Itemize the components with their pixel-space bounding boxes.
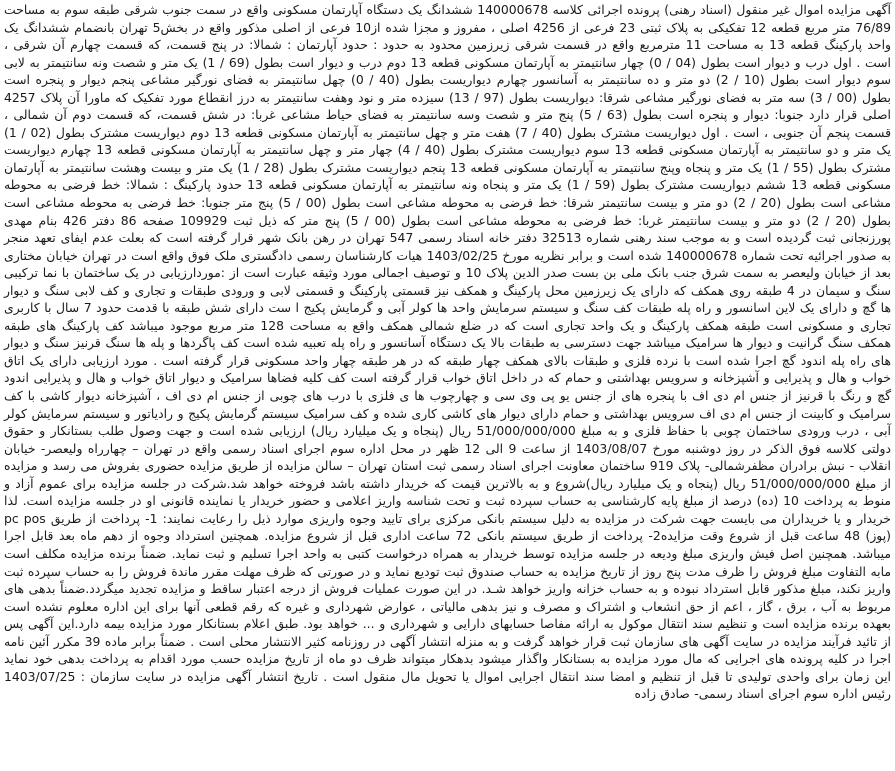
auction-notice-text: آگهی مزایده اموال غیر منقول (اسناد رهنی) پرونده اجرائی کلاسه 140000678 ششدانگ یک دستگاه آپارتمان مسکونی واقع در سمت جنوب شرقی طبقه سوم به مساحت 76/89 متر مربع قطعه 12 تفکیکی به پلاک ثبتی 23 فرعی از 4256 اصلی ، مفروز و مجزا شده از10 فرعی از اصلی مذکور واقع در بخش5 تهران بانضمام ششدانگ یک واحد پارکینگ قطعه 13 به مساحت 11 مترمربع واقع در قسمت شرقی زیرزمین محدود به حدود : حدود آپارتمان : شمالا: در پنج قسمت، که قسمت چهارم آن شرقی ، است . اول درب و دیوار است بطول (04 / 0) چهار سانتیمتر به آپارتمان مسکونی قطعه 13 دوم درب و دیوار است بطول (69 / 1) یک متر و شصت ونه سانتیمتر به لابی سوم دیوار است بطول (10 / 2) دو متر و ده سانتیمتر به آسانسور چهارم دیواریست بطول (40 / 0) چهل سانتیمتر به فضای نورگیر مشاعی پنجم دیوار و پنجره است بطول (00 / 3) سه متر به فضای نورگیر مشاعی شرقا: دیواریست بطول (97 / 13) سیزده متر و نود وهفت سانتیمتر به درز انقطاع مورد تفکیک که ماورا آن پلاک 4257 اصلی قرار دارد جنوبا: دیوار و پنجره است بطول (63 / 5) پنج متر و شصت وسه سانتیمتر به فضای حیاط مشاعی غربا: در شش قسمت، که قسمت دوم آن شمالی ، قسمت پنجم آن جنوبی ، است . اول دیواریست مشترک بطول (40 / 7) هفت متر و چهل سانتیمتر به آپارتمان مسکونی قطعه 13 دوم دیواریست مشترک بطول (02 / 1) یک متر و دو سانتیمتر به آپارتمان مسکونی قطعه 13 سوم دیواریست مشترک بطول (40 / 4) چهار متر و چهل سانتیمتر به آپارتمان مسکونی قطعه 13 چهارم دیواریست مشترک بطول (55 / 1) یک متر و پنجاه وپنج سانتیمتر به آپارتمان مسکونی قطعه 13 پنجم دیواریست مشترک بطول (28 / 1) یک متر و بیست وهشت سانتیمتر به آپارتمان مسکونی قطعه 13 ششم دیواریست مشترک بطول (59 / 1) یک متر و پنجاه ونه سانتیمتر به آپارتمان مسکونی قطعه 13 حدود پارکینگ : شمالا: خط فرضی به محوطه مشاعی است بطول (20 / 2) دو متر و بیست سانتیمتر شرقا: خط فرضی به محوطه مشاعی است بطول (00 / 5) پنج متر جنوبا: خط فرضی به محوطه مشاعی است بطول (20 / 2) دو متر و بیست سانتیمتر غربا: خط فرضی به محوطه مشاعی است بطول (00 / 5) پنج متر که ذیل ثبت 109929 صفحه 86 دفتر 426 بنام مهدی پورزنجانی ثبت گردیده است و به موجب سند رهنی شماره 32513 دفتر خانه اسناد رسمی 547 تهران در رهن بانک شهر قرار گرفته است که بعلت عدم ایفای تعهد منجر به صدور اجرائیه تحت شماره 140000678 شده است و برابر نظریه مورخ 1403/02/25 هیات کارشناسان رسمی دادگستری ملک فوق واقع است در تهران خیابان مختاری بعد از خیابان ولیعصر به سمت شرق جنب بانک ملی بن بست صدر الدین پلاک 10 و توصیف اجمالی مورد وثیقه عبارت است از :موردارزیابی در یک ساختمان با نما ترکیبی سنگ و سیمان در 4 طبقه روی همکف که دارای یک زیرزمین محل پارکینگ و همکف نیز قسمتی پارکینگ و قسمتی لابی و ورودی طبقات و تجاری و کف لابی سنگ و دیوار ها گچ و دارای یک لاین اسانسور و راه پله طبقات کف سنگ و سیستم سرمایش واحد ها کولر آبی و گرمایش پکیج ا ست دارای شش طبقه با قدمت حدود 7 سال با کاربری تجاری و مسکونی است طبقه همکف پارکینگ و یک واحد تجاری است که در ضلع شمالی همکف واقع به مساحت 128 متر مربع موجود میباشد کف پارکینگ های طبقه همکف سنگ گرانیت و دیوار ها سرامیک میباشد جهت دسترسی به طبقات بالا یک دستگاه آسانسور و راه پله تعبیه شده است کف پاگردها و پله ها سنگ قرنیز سنگ و دیوار های راه پله اندود گچ اجرا شده است با نرده فلزی و طبقات بالای همکف چهار طبقه که در هر طبقه چهار واحد مسکونی قرار گرفته است . مورد ارزیابی دارای یک اتاق خواب و هال و پذیرایی و آشپزخانه و سرویس بهداشتی و حمام که در داخل اتاق خواب قرار گرفته است کف کلیه فضاها سرامیک و دیوار اتاق خواب و هال و پذیرایی اندود گچ و رنگ با قرنیز از جنس ام دی اف با پنجره های از جنس یو پی وی سی و چهارچوب ها ی فلزی با درب های چوبی از جنس ام دی اف ، آشپزخانه دیوار کاشی با کف سرامیک و کابینت از جنس ام دی اف سرویس بهداشتی و حمام دارای دیوار های کاشی کاری شده و کف سرامیک سیستم گرمایش پکیج و رادیاتور و سیستم سرمایش کولر آبی ، درب ورودی ساختمان چوبی با حفاظ فلزی و به مبلغ 51/000/000/000 ریال (پنجاه و یک میلیارد ریال) ارزیابی شده است و جهت وصول طلب بستانکار و حقوق دولتی کلاسه فوق الذکر در روز دوشنبه مورخ 1403/08/07 از ساعت 9 الی 12 ظهر در محل اداره سوم اجرای اسناد رسمی واقع در تهران – چهارراه ولیعصر- خیابان انقلاب - نبش برادران مظفرشمالی- پلاک 919 ساختمان معاونت اجرای اسناد رسمی ثبت استان تهران – سالن مزایده از طریق مزایده حضوری بفروش می رسد و مزایده از مبلغ 51/000/000/000 ریال (پنجاه و یک میلیارد ریال)شروع و به بالاترین قیمت که خریدار داشته باشد فروخته خواهد شد.شرکت در جلسه مزایده برای عموم آزاد و منوط به پرداخت 10 (ده) درصد از مبلغ پایه کارشناسی به حساب سپرده ثبت و تحت شناسه واریز اعلامی و حضور خریدار یا نماینده قانونی او در جلسه مزایده است. لذا خریدار و یا خریداران می بایست جهت شرکت در مزایده به دلیل سیستم بانکی مرکزی برای تایید وجوه واریزی موارد ذیل را رعایت نمایند: 1- پرداخت از طریق pc pos (پوز) 48 ساعت قبل از شروع وقت مزایده2- پرداخت از طریق سیستم بانکی 72 ساعت اداری قبل از شروع مزایده. همچنین استرداد وجوه از دهم ماه بعد قابل اجرا میباشد. همچنین اصل فیش واریزی مبلغ ودیعه در جلسه مزایده توسط خریدار به همراه درخواست کتبی به واحد اجرا تسلیم و ثبت نماید. ضمناً برنده مزایده مکلف است مابه التفاوت مبلغ فروش را ظرف مدت پنج روز از تاریخ مزایده به حساب صندوق ثبت تودیع نماید و در صورتی که ظرف مهلت مقرر ماندة فروش را به حساب سپرده ثبت واریز نکند، مبلغ مذکور قابل استرداد نبوده و به حساب خزانه واریز خواهد شـد. در این صورت عملیات فروش از درجه اعتبار ساقط و مزایده تجدید میگردد.ضمناً بدهی های مربوط به آب ، برق ، گاز ، اعم از حق انشعاب و اشتراک و مصرف و نیز بدهی مالیاتی ، عوارض شهرداری و غیره که رقم قطعی آنها برای این اداره معلوم نشده است بعهده برنده مزایده است و تنظیم سند انتقال موکول به ارائه مفاصا حسابهای دارایی و شهرداری و ... خواهد بود. طبق اعلام بستانکار مورد مزایده بیمه دارد.این آگهی پس از تائید فرآیند مزایده در سایت آگهی های سازمان ثبت قرار خواهد گرفت و به منزله انتشار آگهی در روزنامه کثیر الانتشار محلی است . ضمناً برابر ماده 39 مکرر آئین نامه اجرا در کلیه پرونده های اجرایی که مال مورد مزایده به بستانکار واگذار میشود بدهکار میتواند ظرف دو ماه از تاریخ مزایده حسب مورد اقدام به پرداخت بدهی خود نماید این زمان برای واحدی تولیدی تا قبل از تنظیم و امضا سند انتقال اجرایی اموال یا تحویل مال منقول است . تاریخ انتشار آگهی مزایده در سایت سازمان : 1403/07/25 رئیس اداره سوم اجرای اسناد رسمی- صادق زاده — [4, 2, 892, 702]
